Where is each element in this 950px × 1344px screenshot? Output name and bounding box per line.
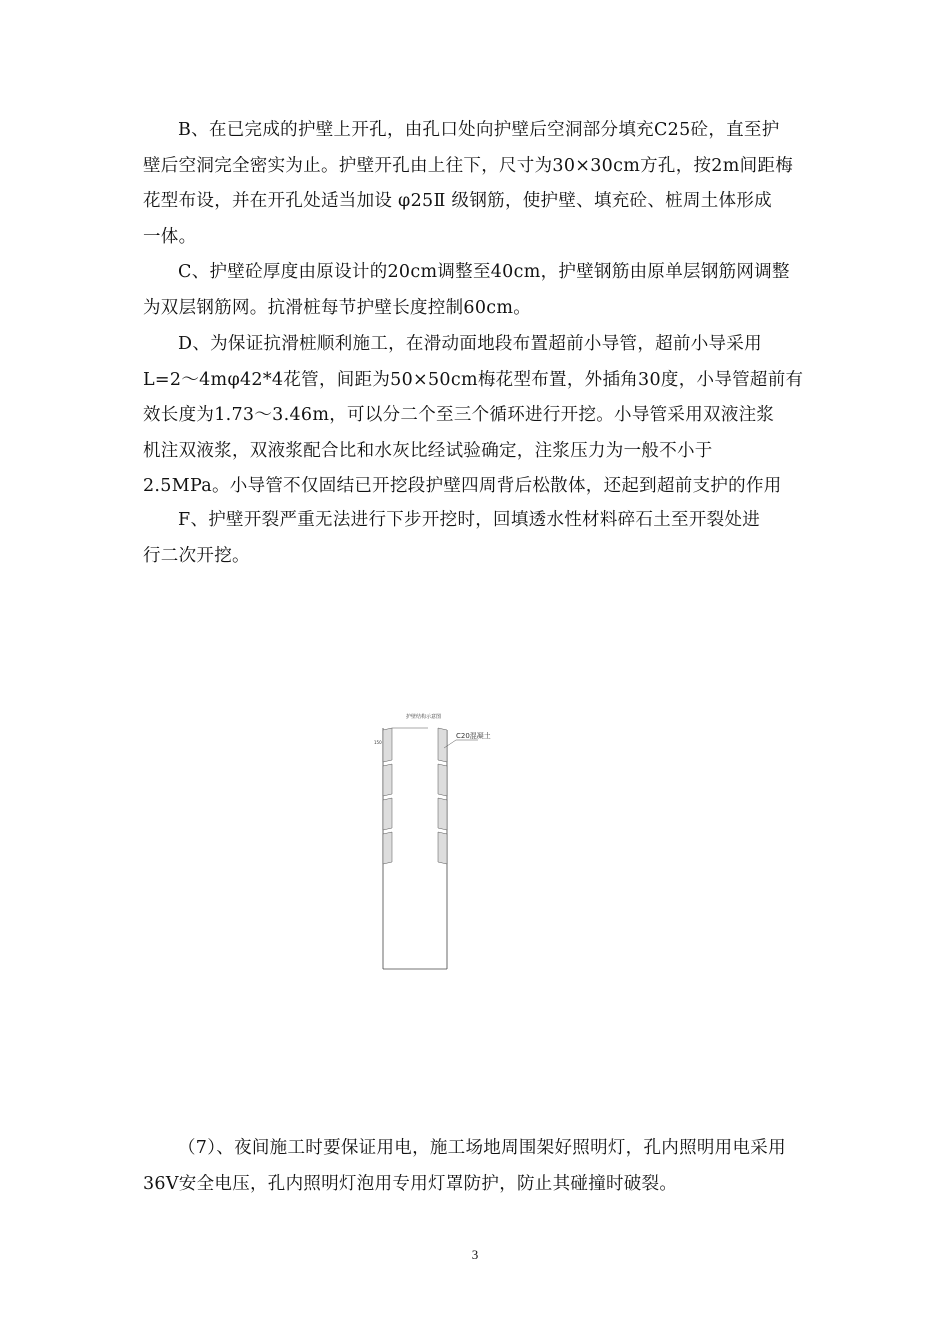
paragraph-line: （7）、夜间施工时要保证用电，施工场地周围架好照明灯，孔内照明用电采用 [178, 1138, 786, 1158]
paragraph-c [143, 255, 809, 326]
paragraph-line: D、为保证抗滑桩顺利施工，在滑动面地段布置超前小导管，超前小导采用 [178, 334, 762, 354]
dimension-label: 150 [374, 740, 382, 745]
paragraph-line: 机注双液浆，双液浆配合比和水灰比经试验确定，注浆压力为一般不小于 [143, 440, 713, 461]
paragraph-line: B、在已完成的护壁上开孔，由孔口处向护壁后空洞部分填充C25砼，直至护 [178, 120, 780, 140]
paragraph-b [143, 113, 809, 255]
paragraph-line: 花型布设，并在开孔处适当加设 φ25Ⅱ 级钢筋，使护壁、填充砼、桩周土体形成 [143, 191, 772, 211]
paragraph-line: 36V安全电压，孔内照明灯泡用专用灯罩防护，防止其碰撞时破裂。 [143, 1173, 678, 1194]
left-wall-segments [383, 728, 392, 864]
paragraph-line: 效长度为1.73～3.46m，可以分二个至三个循环进行开挖。小导管采用双液注浆 [143, 405, 775, 425]
paragraph-f [143, 503, 809, 574]
paragraph-d [143, 327, 809, 505]
paragraph-line: 为双层钢筋网。抗滑桩每节护壁长度控制60cm。 [143, 297, 532, 318]
concrete-label: C20混凝土 [456, 732, 491, 740]
page-number: 3 [471, 1247, 479, 1262]
retaining-wall-diagram [370, 708, 491, 973]
paragraph-line: 一体。 [143, 226, 197, 247]
right-wall-segments [438, 728, 447, 864]
paragraph-7 [143, 1131, 809, 1202]
paragraph-line: F、护壁开裂严重无法进行下步开挖时，回填透水性材料碎石土至开裂处进 [178, 510, 761, 530]
paragraph-line: 行二次开挖。 [143, 545, 250, 566]
paragraph-line: C、护壁砼厚度由原设计的20cm调整至40cm，护壁钢筋由原单层钢筋网调整 [178, 262, 790, 282]
paragraph-line: 2.5MPa。小导管不仅固结已开挖段护壁四周背后松散体，还起到超前支护的作用 [143, 476, 782, 496]
paragraph-line: L=2～4mφ42*4花管，间距为50×50cm梅花型布置，外插角30度，小导管超前有 [143, 369, 804, 390]
paragraph-line: 壁后空洞完全密实为止。护壁开孔由上往下，尺寸为30×30cm方孔，按2m间距梅 [143, 155, 794, 176]
diagram-title: 护壁结构示意图 [406, 714, 442, 720]
